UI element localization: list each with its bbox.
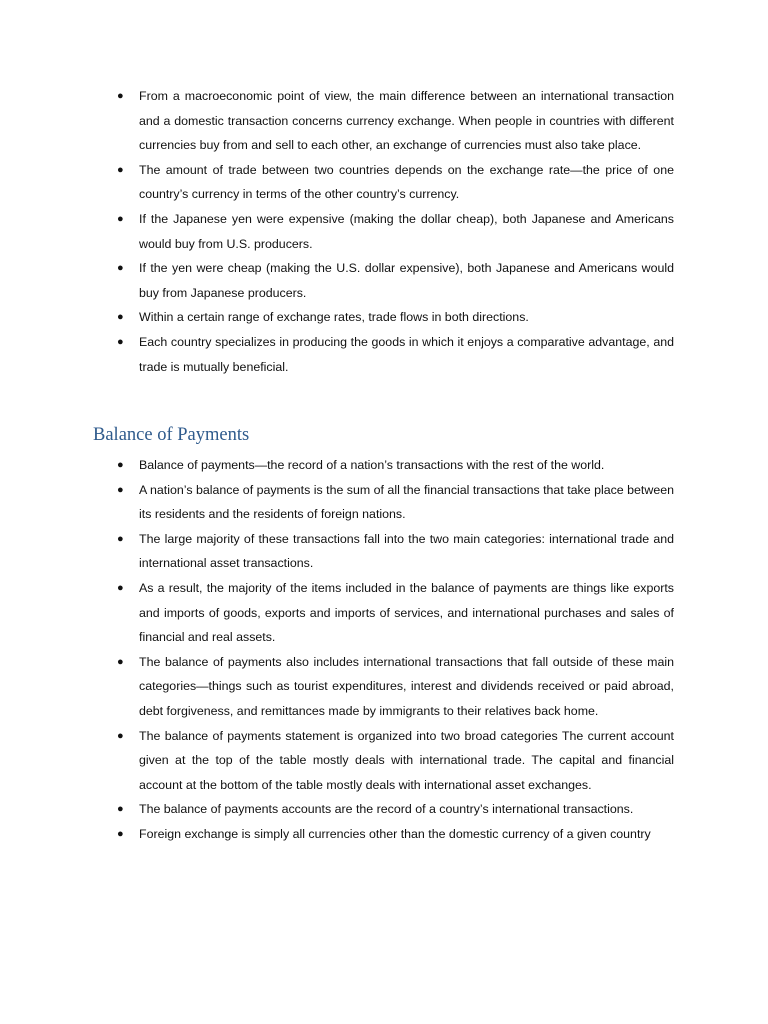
list-item (0, 478, 768, 527)
list-item (0, 84, 768, 158)
bullet-text: From a macroeconomic point of view, the main difference between an international transaction and a domestic transaction concerns currency exchange. When people in countries with different currencies buy from and sell to each other, an exchange of currencies must also take place. (139, 89, 674, 153)
bullet-icon: ● (117, 827, 124, 840)
list-item (0, 330, 768, 379)
list-item (0, 822, 768, 847)
list-item (0, 797, 768, 822)
bullet-text: A nation’s balance of payments is the sum of all the financial transactions that take place between its residents and the residents of foreign nations. (139, 482, 674, 522)
bullet-icon: ● (117, 483, 124, 496)
bullet-text: Within a certain range of exchange rates, trade flows in both directions. (139, 310, 529, 325)
bullet-text: Each country specializes in producing the goods in which it enjoys a comparative advantage, and trade is mutually beneficial. (139, 334, 674, 374)
bullet-icon: ● (117, 729, 124, 742)
balance-of-payments-bullet-list (0, 453, 768, 847)
list-item (0, 724, 768, 798)
bullet-icon: ● (117, 803, 124, 816)
list-item (0, 453, 768, 478)
list-item (0, 158, 768, 207)
bullet-icon: ● (117, 163, 124, 176)
intro-bullet-list (0, 84, 768, 379)
bullet-text: Foreign exchange is simply all currencies other than the domestic currency of a given country (139, 826, 651, 841)
bullet-text: The balance of payments statement is organized into two broad categories The current account given at the top of the table mostly deals with international trade. The capital and financial account at the bottom of the table mostly deals with international asset exchanges. (139, 728, 674, 792)
list-item (0, 576, 768, 650)
section-heading: Balance of Payments (93, 425, 250, 445)
list-item (0, 650, 768, 724)
bullet-icon: ● (117, 90, 124, 102)
bullet-icon: ● (117, 532, 124, 545)
bullet-text: If the Japanese yen were expensive (making the dollar cheap), both Japanese and Americans would buy from U.S. producers. (139, 211, 674, 251)
bullet-icon: ● (117, 459, 124, 471)
bullet-text: Balance of payments—the record of a nation’s transactions with the rest of the world. (139, 458, 605, 472)
bullet-icon: ● (117, 335, 124, 348)
list-item (0, 305, 768, 330)
bullet-text: The balance of payments accounts are the record of a country’s international transactions. (139, 802, 634, 817)
bullet-text: The amount of trade between two countries depends on the exchange rate—the price of one country’s currency in terms of the other country’s currency. (139, 162, 674, 202)
list-item (0, 207, 768, 256)
bullet-icon: ● (117, 655, 124, 668)
bullet-icon: ● (117, 212, 124, 225)
list-item (0, 256, 768, 305)
list-item (0, 527, 768, 576)
bullet-text: The balance of payments also includes international transactions that fall outside of these main categories—things such as tourist expenditures, interest and dividends received or paid abroad, debt forgiveness, and remittances made by immigrants to their relatives back home. (139, 654, 674, 718)
bullet-text: If the yen were cheap (making the U.S. dollar expensive), both Japanese and Americans would buy from Japanese producers. (139, 261, 674, 300)
bullet-icon: ● (117, 311, 124, 324)
bullet-text: As a result, the majority of the items included in the balance of payments are things like exports and imports of goods, exports and imports of services, and international purchases and sales of financial and real assets. (139, 580, 674, 645)
bullet-icon: ● (117, 262, 124, 275)
bullet-text: The large majority of these transactions fall into the two main categories: international trade and international asset transactions. (139, 531, 674, 571)
bullet-icon: ● (117, 581, 124, 594)
